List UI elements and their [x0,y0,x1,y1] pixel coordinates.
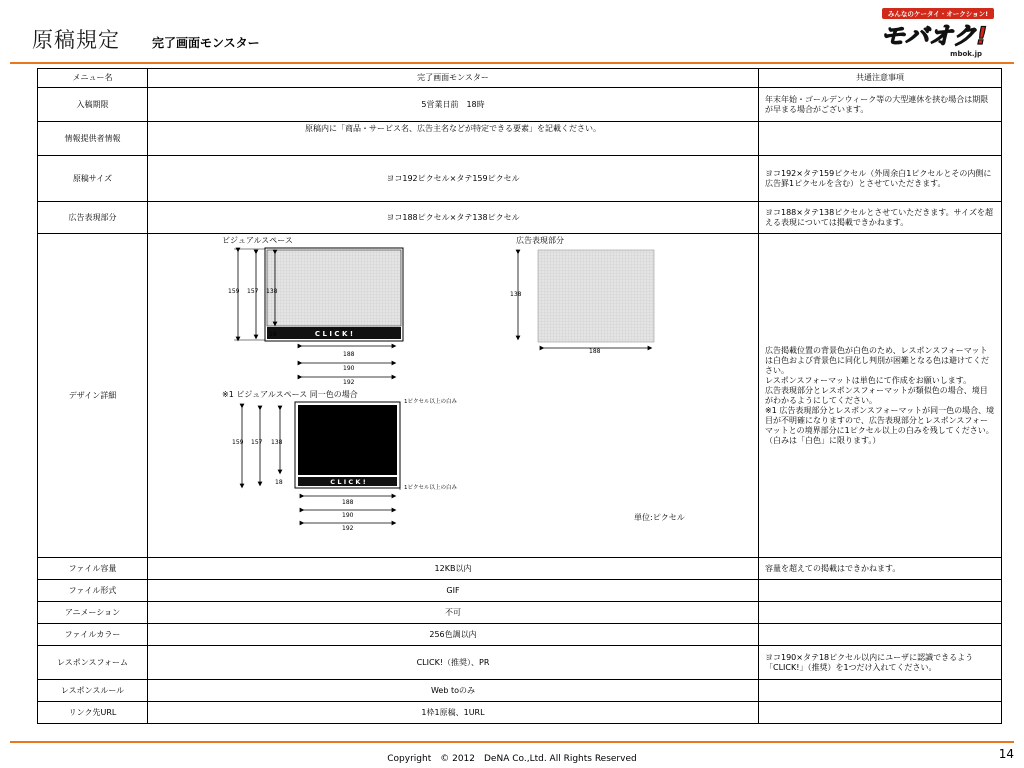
note1-label: ※1 ビジュアルスペース 同一色の場合 [222,390,358,399]
table-row [38,558,1002,580]
row-note [759,602,1002,624]
table-row [38,88,1002,122]
svg-text:1ピクセル以上の白み: 1ピクセル以上の白み [404,399,457,405]
row-label: デザイン詳細 [38,234,148,558]
mobaoku-logo [868,6,1000,60]
svg-text:157: 157 [247,288,259,295]
row-label: レスポンスルール [38,680,148,702]
table-row [38,680,1002,702]
row-note [759,624,1002,646]
row-label: ファイル容量 [38,558,148,580]
ad-area-samecolor [298,405,397,475]
row-note: ヨコ190×タテ18ピクセル以内にユーザに認識できるよう「CLICK!」（推奨）を1つだけ入れてください。 [759,646,1002,680]
row-value: ヨコ192ピクセル×タテ159ピクセル [148,156,759,202]
row-note [759,122,1002,156]
row-value: Web toのみ [148,680,759,702]
row-note [759,680,1002,702]
row-label: 原稿サイズ [38,156,148,202]
spec-table [37,68,1002,724]
row-label: ファイル形式 [38,580,148,602]
row-note: ヨコ188×タテ138ピクセルとさせていただきます。サイズを超える表現については掲載できかねます。 [759,202,1002,234]
design-diagram-cell [148,234,759,558]
svg-text:192: 192 [342,525,354,532]
page-number: 14 [998,747,1014,761]
svg-text:192: 192 [343,379,355,386]
row-label: リンク先URL [38,702,148,724]
ad-area-sample [538,250,654,342]
design-row [38,234,1002,558]
page-subtitle: 完了画面モンスター [152,36,260,50]
footer-divider [10,741,1014,743]
row-value: 12KB以内 [148,558,759,580]
svg-text:188: 188 [589,348,601,355]
row-note: 年末年始・ゴールデンウィーク等の大型連休を挟む場合は期限が早まる場合がございます。 [759,88,1002,122]
row-value: 原稿内に「商品・サービス名、広告主名などが特定できる要素」を記載ください。 [148,122,759,156]
svg-text:138: 138 [271,439,283,446]
head-menu-value: 完了画面モンスター [148,69,759,88]
row-value: 1枠1原稿、1URL [148,702,759,724]
table-row [38,202,1002,234]
row-label: ファイルカラー [38,624,148,646]
row-note [759,580,1002,602]
row-value: GIF [148,580,759,602]
head-menu-name: メニュー名 [38,69,148,88]
svg-text:157: 157 [251,439,263,446]
svg-text:1ピクセル以上の白み: 1ピクセル以上の白み [404,485,457,491]
row-note: 容量を超えての掲載はできかねます。 [759,558,1002,580]
design-diagram [148,234,758,554]
table-row [38,624,1002,646]
row-value: 不可 [148,602,759,624]
svg-text:みんなのケータイ・オークション!: みんなのケータイ・オークション! [887,10,989,18]
svg-text:C L I C K !: C L I C K ! [314,330,354,338]
table-row [38,646,1002,680]
row-label: アニメーション [38,602,148,624]
row-note: ヨコ192×タテ159ピクセル（外周余白1ピクセルとその内側に広告罫1ピクセルを含む）とさせていただきます。 [759,156,1002,202]
svg-text:138: 138 [510,291,522,298]
svg-text:190: 190 [342,512,354,519]
table-row [38,122,1002,156]
svg-text:モバオク!: モバオク! [880,22,988,50]
svg-text:188: 188 [343,351,355,358]
svg-text:18: 18 [269,331,277,338]
svg-text:159: 159 [228,288,240,295]
svg-text:18: 18 [275,479,283,486]
header-divider [10,62,1014,64]
row-label: 情報提供者情報 [38,122,148,156]
visual-space-label: ビジュアルスペース [222,236,293,245]
table-row [38,156,1002,202]
slide-header [0,0,1024,66]
table-row [38,702,1002,724]
svg-text:mbok.jp: mbok.jp [950,50,982,58]
ad-area-label: 広告表現部分 [516,236,564,245]
row-value: 5営業日前 18時 [148,88,759,122]
svg-text:138: 138 [266,288,278,295]
head-common-notes: 共通注意事項 [759,69,1002,88]
row-value: ヨコ188ピクセル×タテ138ピクセル [148,202,759,234]
row-label: 入稿期限 [38,88,148,122]
svg-text:159: 159 [232,439,244,446]
svg-text:190: 190 [343,365,355,372]
row-label: レスポンスフォーム [38,646,148,680]
svg-text:188: 188 [342,499,354,506]
svg-text:C L I C K !: C L I C K ! [330,478,366,486]
ad-area-visual [267,250,401,326]
table-row [38,602,1002,624]
row-value: 256色調以内 [148,624,759,646]
copyright: Copyright © 2012 DeNA Co.,Ltd. All Rights Reserved [387,754,637,764]
row-note: 広告掲載位置の背景色が白色のため、レスポンスフォーマットは白色および背景色に同化し判別が困難となる色は避けてください。 レスポンスフォーマットは単色にて作成をお願いします。 広告表現部分とレスポンスフォーマットが類似色の場合、境目がわかるようにしてください。 ※1 広告表現部分とレスポンスフォーマットが同一色の場合、境目が不明確になりますので、広告表現部分とレスポンスフォーマットとの境界部分に1ピクセル以上の白みを残してください。（白みは「白色」に限ります。） [759,234,1002,558]
unit-label: 単位:ピクセル [634,513,685,522]
table-row [38,580,1002,602]
row-value: CLICK!（推奨）、PR [148,646,759,680]
page-title: 原稿規定 [32,28,120,52]
row-note [759,702,1002,724]
row-label: 広告表現部分 [38,202,148,234]
table-header-row [38,69,1002,88]
